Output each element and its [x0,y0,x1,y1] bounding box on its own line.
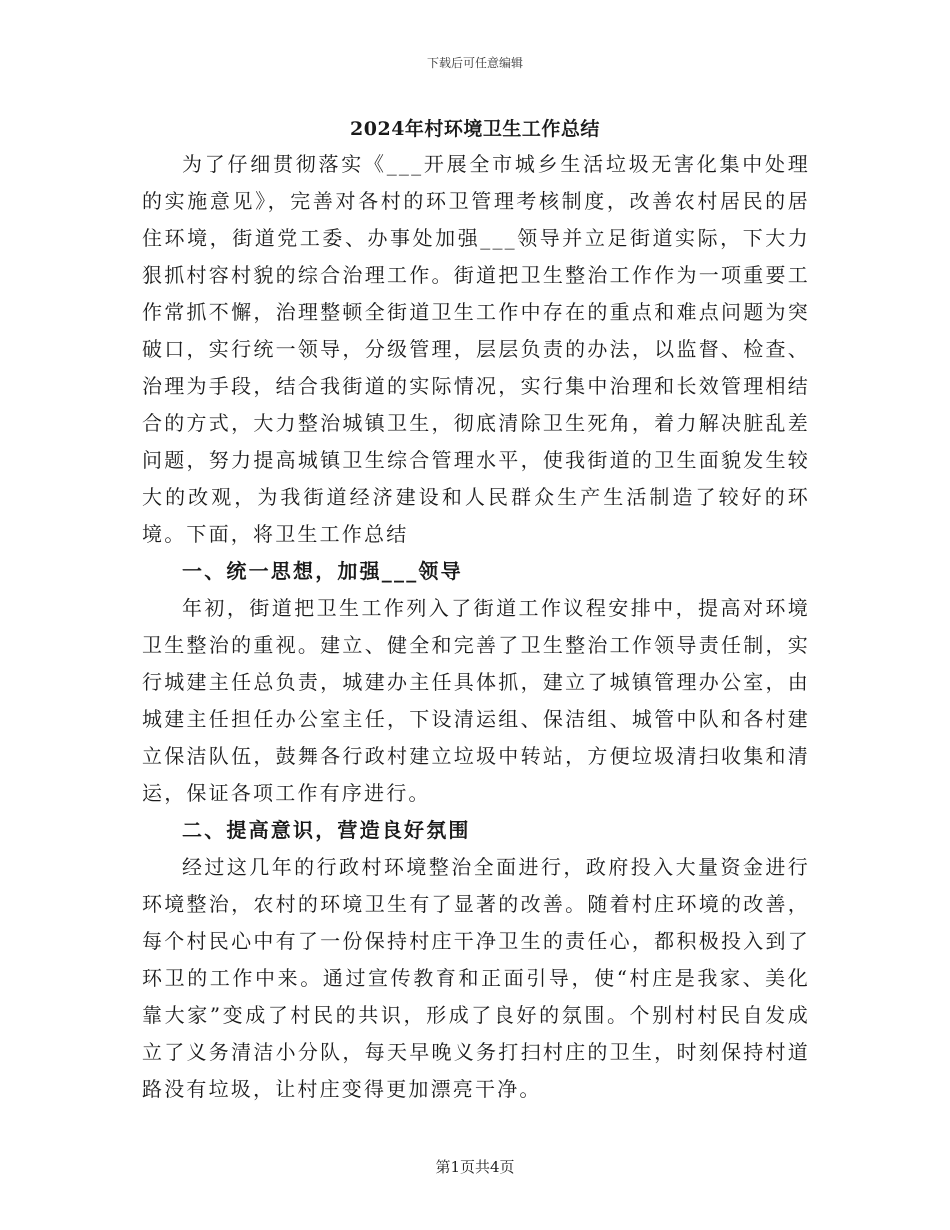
page-number: 第1页共4页 [435,1158,515,1176]
intro-paragraph: 为了仔细贯彻落实《___开展全市城乡生活垃圾无害化集中处理的实施意见》，完善对各村的环卫管理考核制度，改善农村居民的居住环境，街道党工委、办事处加强___领导并立足街道实际，下大力狠抓村容村貌的综合治理工作。街道把卫生整治工作作为一项重要工作常抓不懈，治理整顿全街道卫生工作中存在的重点和难点问题为突破口，实行统一领导，分级管理，层层负责的办法，以监督、检查、治理为手段，结合我街道的实际情况，实行集中治理和长效管理相结合的方式，大力整治城镇卫生，彻底清除卫生死角，着力解决脏乱差问题，努力提高城镇卫生综合管理水平，使我街道的卫生面貌发生较大的改观，为我街道经济建设和人民群众生产生活制造了较好的环境。下面，将卫生工作总结 [142,152,810,546]
page-header-note: 下载后可任意编辑 [426,56,523,70]
section-heading-1: 一、统一思想，加强___领导 [182,559,463,583]
section-heading-2: 二、提高意识，营造良好氛围 [182,818,471,842]
section-2-paragraph: 经过这几年的行政村环境整治全面进行，政府投入大量资金进行环境整治，农村的环境卫生有了显著的改善。随着村庄环境的改善，每个村民心中有了一份保持村庄干净卫生的责任心，都积极投入到了环卫的工作中来。通过宣传教育和正面引导，使“村庄是我家、美化靠大家”变成了村民的共识，形成了良好的氛围。个别村村民自发成立了义务清洁小分队，每天早晚义务打扫村庄的卫生，时刻保持村道路没有垃圾，让村庄变得更加漂亮干净。 [142,855,810,1101]
document-title: 2024年村环境卫生工作总结 [350,118,600,140]
document-body [142,146,810,1108]
section-1-paragraph: 年初，街道把卫生工作列入了街道工作议程安排中，提高对环境卫生整治的重视。建立、健全和完善了卫生整治工作领导责任制，实行城建主任总负责，城建办主任具体抓，建立了城镇管理办公室，由城建主任担任办公室主任，下设清运组、保洁组、城管中队和各村建立保洁队伍，鼓舞各行政村建立垃圾中转站，方便垃圾清扫收集和清运，保证各项工作有序进行。 [142,596,810,805]
